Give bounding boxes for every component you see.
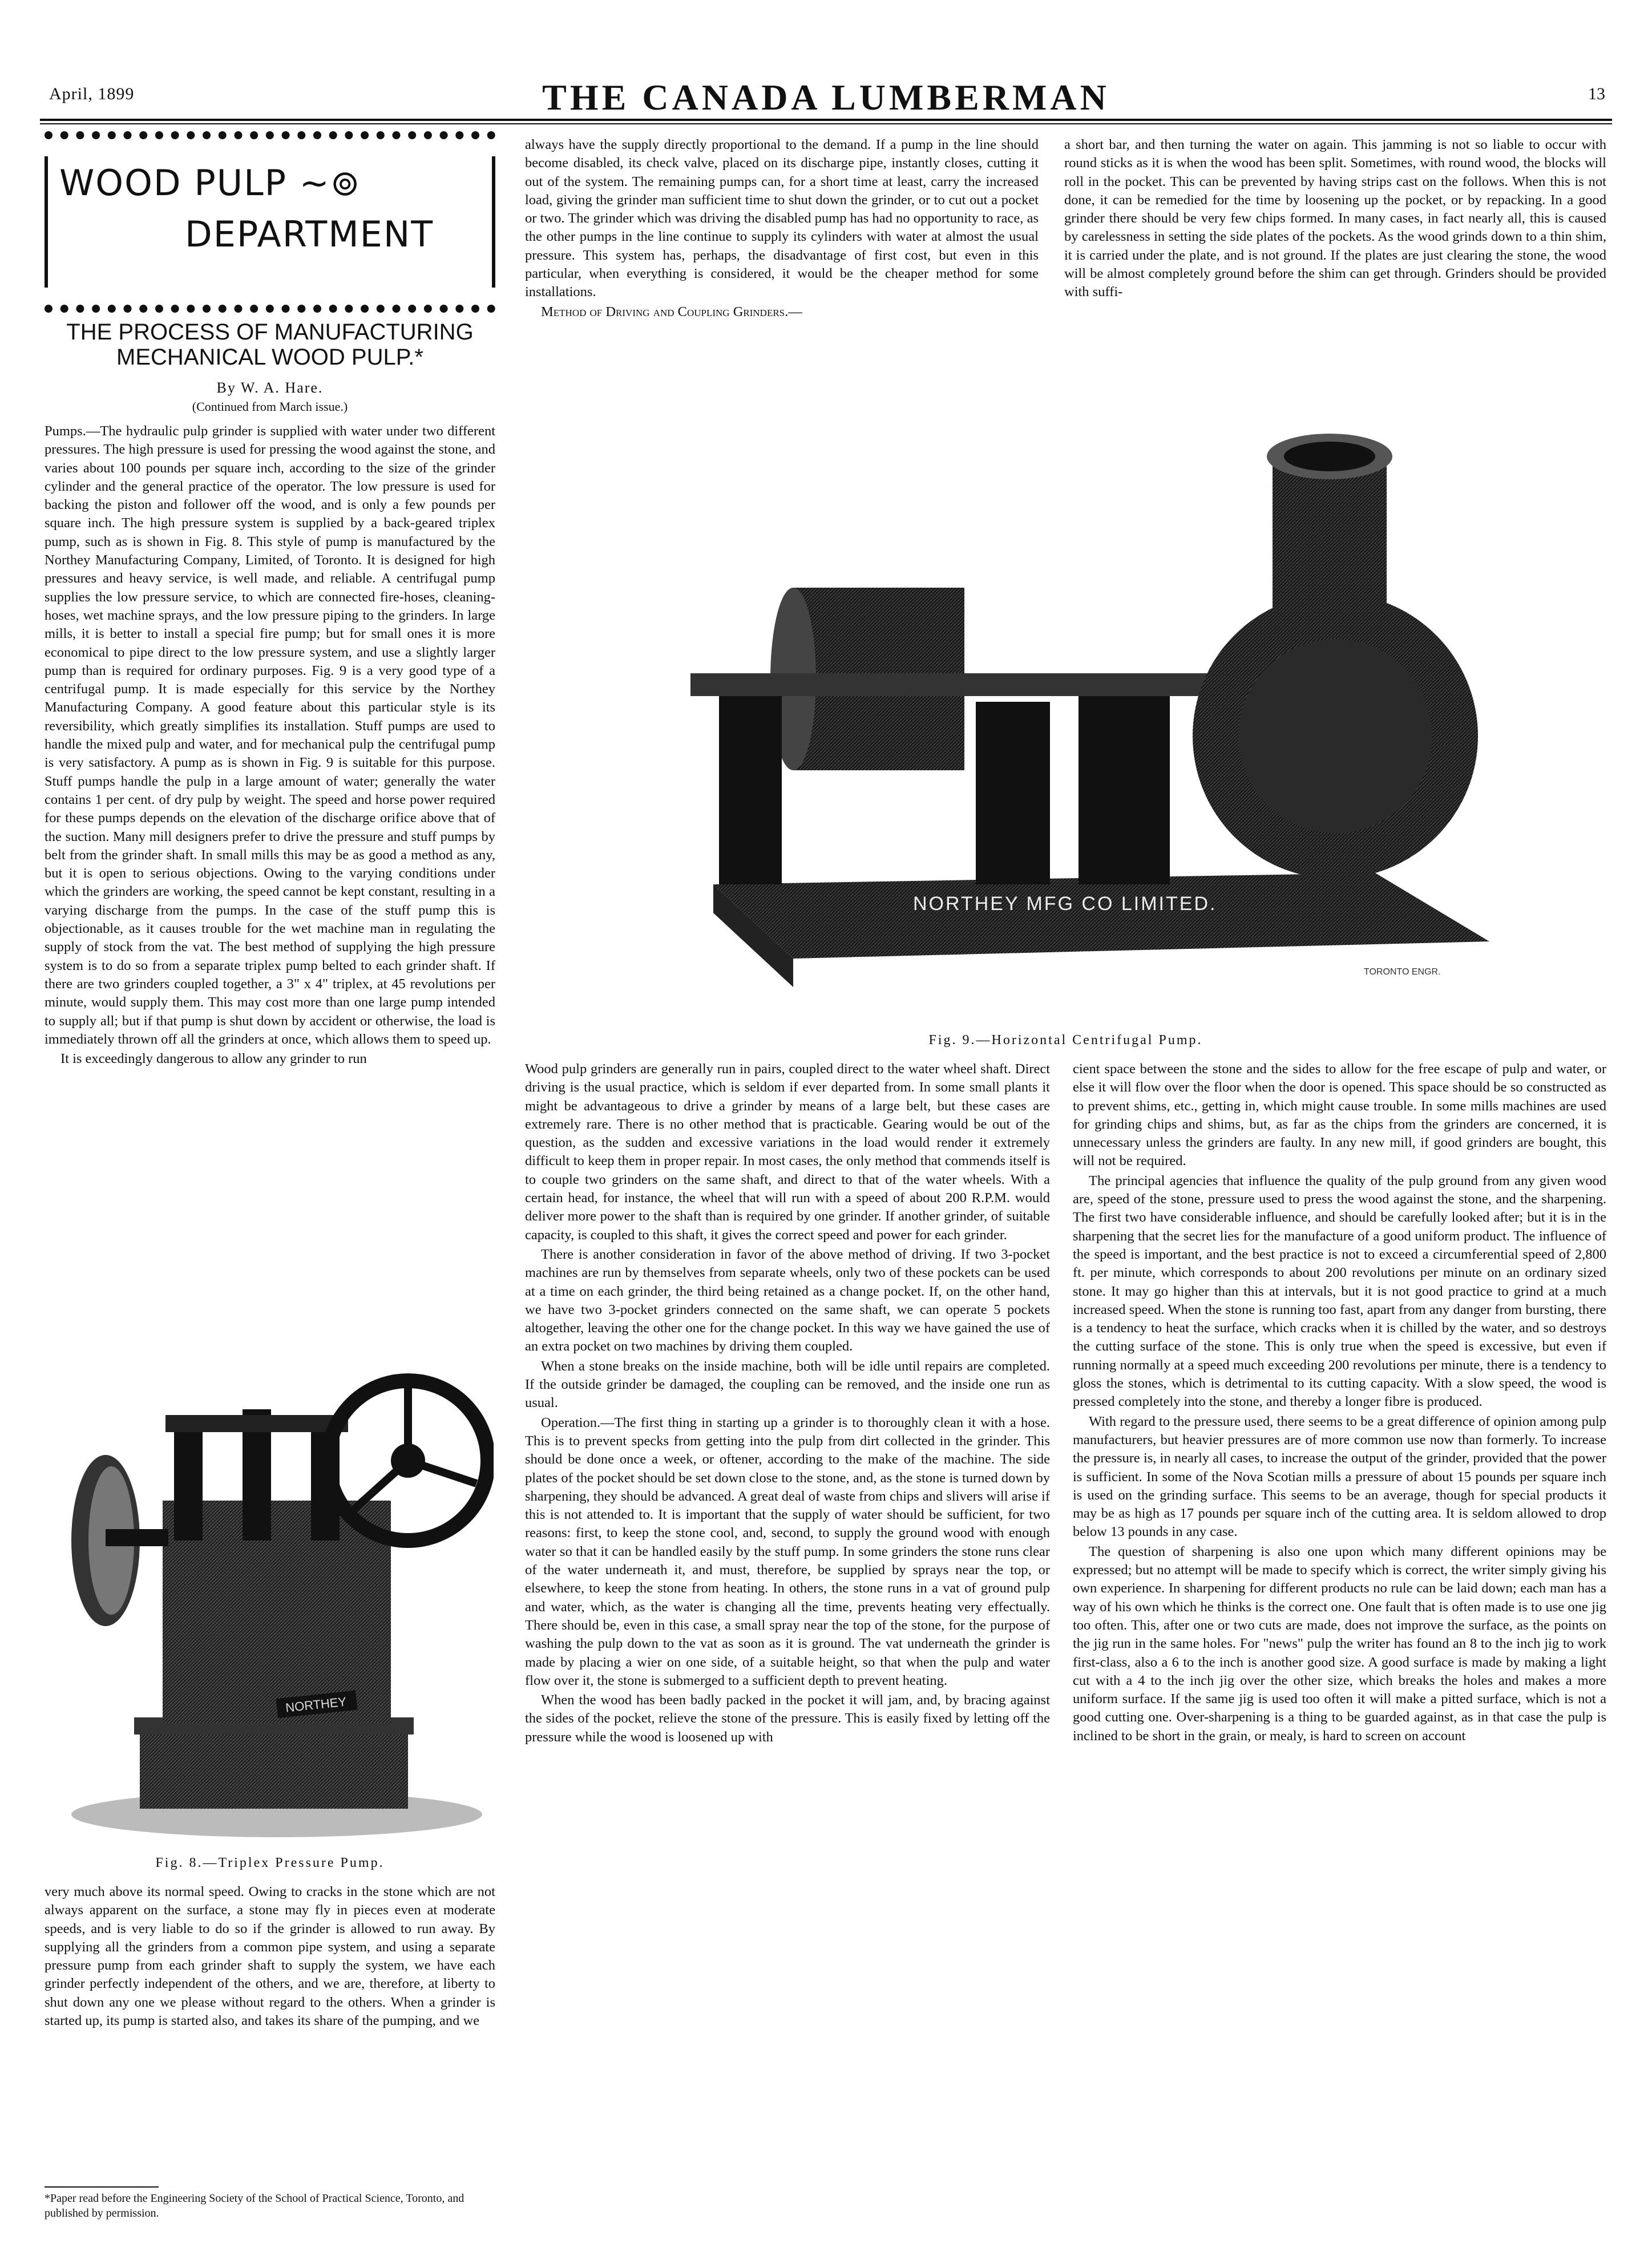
paragraph: The question of sharpening is also one upon which many different opinions may be expressed; but no attempt will be made to specify which is correct, the writer simply giving his own experience. In sharpening for different products no rule can be laid down; each man has a way of his own which he thinks is the correct one. One fault that is often made is to use one jig too often. This, after one or two cuts are made, does not improve the surface, as the points on the jig run in the same holes. For "news" pulp the writer has found an 8 to the inch jig to work first-class, also a 6 to the inch is another good size. A good surface is made by making a light cut with a 4 to the inch jig over the other size, which breaks the holes and makes a more uniform surface. If the same jig is used too often it will make a pitted surface, which is not a good cutting one. Over-sharpening is a thing to be guarded against, as in that case the pulp is inclined to be short in the grain, or mealy, is hard to screen on account	[1073, 1543, 1606, 1744]
issue-date: April, 1899	[49, 84, 135, 103]
banner-line-2: DEPARTMENT	[185, 213, 434, 255]
paragraph: When a stone breaks on the inside machine, both will be idle until repairs are completed. If the outside grinder be damaged, the coupling can be removed, and the inside one run as usual.	[525, 1358, 1050, 1411]
column-2-bottom-text	[525, 1060, 1050, 2235]
column-2-top-text	[525, 136, 1039, 444]
article-title-line-1: THE PROCESS OF MANUFACTURING	[66, 320, 474, 345]
pump-nameplate-text: NORTHEY MFG CO LIMITED.	[913, 893, 1217, 915]
paragraph: With regard to the pressure used, there seems to be a great difference of opinion among pulp manufacturers, but heavier pressures are of more common use now than formerly. To increase the pressure is, in nearly all cases, to increase the output of the grinder, provided that the power is sufficient. In some of the Nova Scotian mills a pressure of about 15 pounds per square inch is used on the grinding surface. This seems to be an average, though for special products it may be as high as 17 pounds per square inch of the cutting area. It is seldom allowed to drop below 13 pounds in any case.	[1073, 1413, 1606, 1540]
header-rule-thin	[40, 123, 1612, 124]
paragraph: Pumps.—The hydraulic pulp grinder is supplied with water under two different pressures. The high pressure is used for pressing the wood against the stone, and varies about 100 pounds per square inch, according to the size of the grinder cylinder and the general practice of the operator. The low pressure is used for backing the piston and follower off the wood, and is only a few pounds per square inch. The high pressure system is supplied by a back-geared triplex pump, such as is shown in Fig. 8. This style of pump is manufactured by the Northey Manufacturing Company, Limited, of Toronto. It is designed for high pressures and heavy service, is well made, and reliable. A centrifugal pump supplies the low pressure service, to which are connected fire-hoses, cleaning-hoses, wet machine sprays, and the low pressure piping to the grinders. In large mills, it is better to install a special fire pump; but for small ones it is more economical to pipe direct to the low pressure system, and use a slightly larger pump than is required for ordinary purposes. Fig. 9 is a very good type of a centrifugal pump. It is made especially for this service by the Northey Manufacturing Company. A good feature about this particular style is its reversibility, which greatly simplifies its installation. Stuff pumps are used to handle the mixed pulp and water, and for mechanical pulp the centrifugal pump is very satisfactory. A pump as is shown in Fig. 9 is suitable for this purpose. Stuff pumps handle the pulp in a large amount of water; generally the water contains 1 per cent. of dry pulp by weight. The speed and horse power required for these pumps depends on the elevation of the discharge orifice above that of the suction. Many mill designers prefer to drive the pressure and stuff pumps by belt from the grinder shaft. In small mills this may be as good a method as any, but it is open to serious objections. Owing to the varying conditions under which the grinders are working, the speed cannot be kept constant, resulting in a varying discharge from the pumps. In the case of the stuff pump this is objectionable, as it causes trouble for the wet machine man in regulating the supply of stock from the vat. The best method of supplying the high pressure system is to do so from a separate triplex pump belted to each grinder shaft. If there are two grinders coupled together, a 3" x 4" triplex, at 45 revolutions per minute, would supply them. This may cost more than one large pump intended to supply all; but if that pump is shut down by accident or otherwise, the load is immediately thrown off all the grinders at once, which allows them to speed up.	[45, 423, 495, 1047]
wood-pulp-department-banner	[45, 131, 495, 313]
paragraph: Operation.—The first thing in starting up a grinder is to thoroughly clean it with a hose. This is to prevent specks from getting into the pulp from dirt collected in the grinder. This should be done once a week, or oftener, according to the make of the machine. The side plates of the pocket should be set down close to the stone, and, as the stone is turned down by sharpening, they should be advanced. A great deal of waste from chips and slivers will arise if this is not attended to. It is important that the supply of water should be sufficient, for two reasons: first, to keep the stone cool, and, second, to supply the ground wood with enough water so that it can be handled easily by the stuff pump. In some grinders the stone runs clear of the water underneath it, and must, therefore, be supplied by sprays near the top, or elsewhere, to keep the stone from heating. In others, the stone runs in a vat of ground pulp and water, which, as the water is changing all the time, prevents heating very effectually. There should be, even in this case, a small spray near the top of the stone, for the purpose of washing the pulp down to the vat as soon as it is ground. The vat underneath the grinder is made by placing a wier on one side, of a suitable height, so that when the pulp and water flow over it, the stone is submerged to a sufficient depth to prevent heating.	[525, 1414, 1050, 1688]
centrifugal-pump-illustration	[679, 428, 1558, 1033]
paragraph: There is another consideration in favor of the above method of driving. If two 3-pocket machines are run by themselves from separate wheels, only two of these pockets can be used at a time on each grinder, the third being retained as a change pocket. If, on the other hand, we have two 3-pocket grinders connected on the same shaft, we can operate 5 pockets altogether, leaving the other one for the change pocket. In this way we have gained the use of an extra pocket on two machines by driving them coupled.	[525, 1246, 1050, 1355]
column-1-text	[45, 422, 495, 1312]
continued-note: (Continued from March issue.)	[192, 399, 348, 414]
paragraph: a short bar, and then turning the water on again. This jamming is not so liable to occur with round sticks as it is when the wood has been split. Sometimes, with round wood, the blocks will roll in the pocket. This can be prevented by having strips cast on the follows. When this is not done, it can be remedied for the time by loosening up the pocket, or by repacking. In a good grinder there should be very few chips formed. In many cases, in fact nearly all, this is caused by carelessness in setting the side plates of the pockets. As the wood grinds down to a thin shim, it is carried under the plate, and is not ground. If the plates are just clearing the stone, the wood will be almost completely ground before the shim can get through. Grinders should be provided with suffi-	[1064, 137, 1606, 300]
article-title	[45, 320, 495, 370]
footnote: *Paper read before the Engineering Society of the School of Practical Science, Toronto, and published by permission.	[45, 2192, 465, 2219]
figure-9-caption: Fig. 9.—Horizontal Centrifugal Pump.	[928, 1033, 1203, 1048]
paragraph: The principal agencies that influence the quality of the pulp ground from any given wood are, speed of the stone, pressure used to press the wood against the stone, and the sharpening. The first two have considerable influence, and should be carefully looked after; but it is in the sharpening that the secret lies for the manufacture of a good uniform product. The influence of the speed is important, and the best practice is not to exceed a circumferential speed of 2,800 ft. per minute, which corresponds to about 200 revolutions per minute on an ordinary sized stone. It may go higher than this at intervals, but it is not good practice to grind at a much increased speed. When the stone is running too fast, apart from any danger from bursting, there is a tendency to heat the surface, which cracks when it is chilled by the water, and so destroys the cutting surface of the stone. This is only true when the speed is excessive, but even if running normally at a speed much exceeding 200 revolutions per minute, there is a tendency to gloss the stones, which is detrimental to its cutting capacity. With a slow speed, the wood is pressed completely into the stone, and thereby a longer fibre is produced.	[1073, 1173, 1606, 1410]
paragraph: Wood pulp grinders are generally run in pairs, coupled direct to the water wheel shaft. Direct driving is the usual practice, which is seldom if ever departed from. In some small plants it might be advantageous to drive a grinder by means of a large belt, but these cases are extremely rare. There is no other method that is practicable. Gearing would be out of the question, as the sudden and excessive variations in the load would render it extremely difficult to keep them in proper repair. In most cases, the only method that commends itself is to couple two grinders on the same shaft, and direct to that of the water wheels. With a certain head, for instance, the wheel that will run with a speed of about 200 R.P.M. would deliver more power to the shaft than is required by one grinder. If another grinder, of suitable capacity, is coupled to this shaft, it gives the correct speed and power for each grinder.	[525, 1061, 1050, 1243]
pump-nameplate-text: NORTHEY	[285, 1694, 348, 1715]
header-rule	[40, 119, 1612, 121]
byline: By W. A. Hare.	[216, 379, 324, 396]
engraver-credit: TORONTO ENGR.	[1364, 967, 1441, 977]
column-3-top-text	[1064, 136, 1606, 427]
masthead-title: THE CANADA LUMBERMAN	[542, 77, 1110, 118]
footnote-rule	[45, 2186, 159, 2188]
banner-frame	[45, 156, 495, 288]
paragraph: always have the supply directly proportional to the demand. If a pump in the line should become disabled, its check valve, placed on its discharge pipe, instantly closes, cutting it out of the system. The remaining pumps can, for a short time at least, carry the increased load, giving the grinder man sufficient time to shut down the grinder, or to cut out a pocket or two. The grinder which was driving the disabled pump has had no opportunity to race, as the other pumps in the line continue to supply its cylinders with water at almost the usual pressure. This system has, perhaps, the disadvantage of first cost, but even in this particular, when everything is considered, it would be the cheaper method for some installations.	[525, 137, 1039, 300]
scroll-ornament-icon: ~⊚	[299, 162, 361, 204]
column-1-bottom-text	[45, 1883, 495, 2168]
banner-line-1: WOOD PULP ~⊚	[59, 162, 361, 204]
figure-8-caption: Fig. 8.—Triplex Pressure Pump.	[155, 1855, 385, 1870]
paragraph: very much above its normal speed. Owing to cracks in the stone which are not always apparent on the surface, a stone may fly in pieces even at moderate speeds, and is very liable to do so if the grinder is allowed to run away. By supplying all the grinders from a common pipe system, and using a separate pressure pump from each grinder shaft to supply the system, we have each grinder perfectly independent of the others, and we are, therefore, at liberty to shut down any one we please without regard to the others. When a grinder is started up, its pump is started also, and takes its share of the pumping, and we	[45, 1884, 495, 2029]
triplex-pump-illustration	[54, 1358, 494, 1849]
page-number: 13	[1588, 84, 1605, 103]
column-3-bottom-text	[1073, 1060, 1606, 2235]
paragraph: It is exceedingly dangerous to allow any grinder to run	[60, 1051, 367, 1067]
paragraph: When the wood has been badly packed in the pocket it will jam, and, by bracing against the sides of the pocket, relieve the stone of the pressure. This is easily fixed by letting off the pressure while the wood is loosened up with	[525, 1692, 1050, 1745]
section-heading: Method of Driving and Coupling Grinders.—	[541, 304, 802, 320]
article-title-line-2: MECHANICAL WOOD PULP.*	[116, 345, 423, 370]
paragraph: cient space between the stone and the sides to allow for the free escape of pulp and water, or else it will flow over the floor when the door is opened. This space should be so constructed as to prevent shims, etc., getting in, which might cause trouble. In some mills machines are used for grinding chips and shims, but, as far as the chips from the grinders are concerned, it is unnecessary unless the grinders are faulty. In any new mill, if good grinders are bought, this will not be required.	[1073, 1061, 1606, 1169]
